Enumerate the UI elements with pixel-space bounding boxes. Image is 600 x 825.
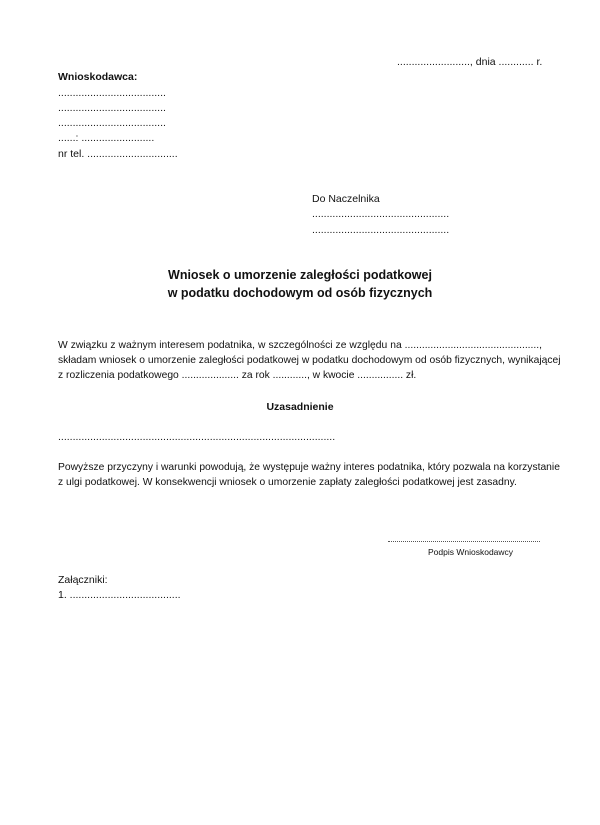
recipient-line-1: ............................................... xyxy=(312,208,450,220)
recipient-line-2: ............................................... xyxy=(312,224,450,236)
justification-heading: Uzasadnienie xyxy=(266,401,334,413)
place-date-line: ........................., dnia ............ r. xyxy=(397,56,543,68)
applicant-line-2: ..................................... xyxy=(58,102,166,114)
request-paragraph-line-3: z rozliczenia podatkowego .................... za rok ............, w kwocie ................ zł. xyxy=(58,370,417,381)
applicant-line-3: ..................................... xyxy=(58,117,166,129)
conclusion-paragraph-line-2: z ulgi podatkowej. W konsekwencji wniosek o umorzenie zapłaty zaległości podatkowej jest zasadny. xyxy=(58,477,517,488)
document-title-line-1: Wniosek o umorzenie zaległości podatkowej xyxy=(168,268,432,282)
attachment-item-1: 1. ...................................... xyxy=(58,589,181,601)
conclusion-paragraph-line-1: Powyższe przyczyny i warunki powodują, że występuje ważny interes podatnika, który pozwala na korzystanie xyxy=(58,462,560,473)
document-title-line-2: w podatku dochodowym od osób fizycznych xyxy=(167,286,433,300)
applicant-line-1: ..................................... xyxy=(58,87,166,99)
signature-line xyxy=(388,541,540,542)
attachments-label: Załączniki: xyxy=(58,574,108,586)
conclusion-paragraph xyxy=(58,460,560,490)
justification-line: ............................................................................................... xyxy=(58,431,336,443)
recipient-label: Do Naczelnika xyxy=(312,193,380,205)
applicant-line-4: ......: ......................... xyxy=(58,132,155,144)
applicant-label: Wnioskodawca: xyxy=(58,71,138,83)
applicant-phone: nr tel. ............................... xyxy=(58,148,178,160)
request-paragraph-line-2: składam wniosek o umorzenie zaległości podatkowej w podatku dochodowym od osób fizycznych, wynikającej xyxy=(58,355,561,366)
signature-label: Podpis Wnioskodawcy xyxy=(428,547,514,557)
request-paragraph-line-1: W związku z ważnym interesem podatnika, w szczególności ze względu na ..............................................., xyxy=(58,340,542,351)
request-paragraph xyxy=(58,338,561,383)
